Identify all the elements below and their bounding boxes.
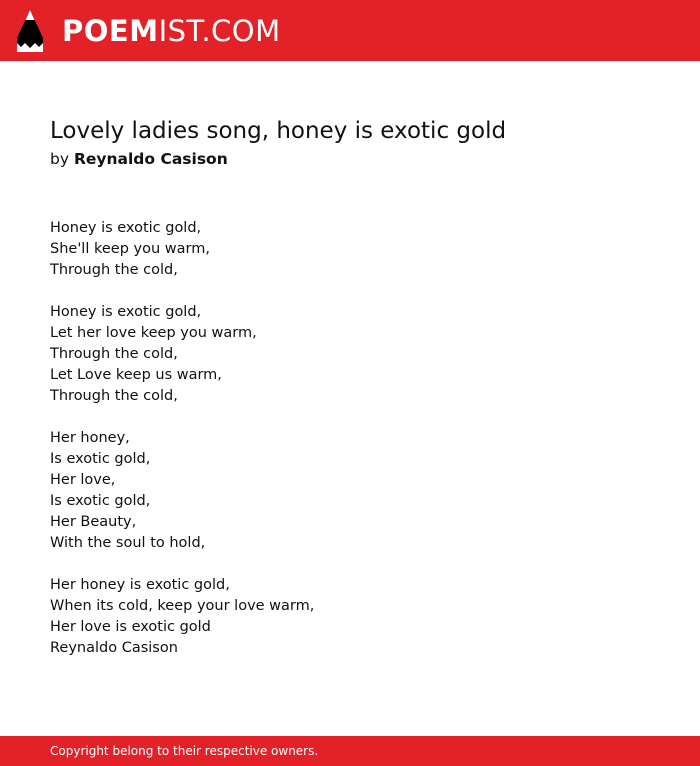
poem-line: Through the cold, (50, 388, 178, 404)
poem-line: Reynaldo Casison (50, 640, 178, 656)
poem-line: Let her love keep you warm, (50, 325, 257, 341)
poem-line: Her honey is exotic gold, (50, 577, 230, 593)
poem-line: Her love, (50, 472, 116, 488)
site-logo[interactable] (17, 10, 281, 52)
site-name: POEMIST.COM (62, 14, 281, 48)
poem-line: Her love is exotic gold (50, 619, 211, 635)
poem-body (50, 218, 314, 680)
byline (50, 148, 228, 170)
pencil-tip-icon (17, 10, 43, 52)
poem-title: Lovely ladies song, honey is exotic gold (50, 118, 507, 144)
poem-line: Through the cold, (50, 262, 178, 278)
poem-line: She'll keep you warm, (50, 241, 210, 257)
poem-stanza (50, 575, 314, 659)
poem-line: Is exotic gold, (50, 493, 151, 509)
author-name: Reynaldo Casison (73, 150, 228, 168)
poem-line: Honey is exotic gold, (50, 220, 202, 236)
poem-line: Her honey, (50, 430, 130, 446)
site-header (0, 0, 700, 61)
by-label: by (50, 150, 70, 168)
poem-line: Through the cold, (50, 346, 178, 362)
poem-line: Let Love keep us warm, (50, 367, 222, 383)
copyright-text: Copyright belong to their respective owners. (50, 744, 319, 758)
poem-stanza (50, 302, 314, 407)
poem-line: Is exotic gold, (50, 451, 151, 467)
poem-line: With the soul to hold, (50, 535, 206, 551)
poem-line: When its cold, keep your love warm, (50, 598, 315, 614)
site-footer (0, 736, 700, 766)
poem-stanza (50, 428, 314, 554)
poem-stanza (50, 218, 314, 281)
poem-line: Honey is exotic gold, (50, 304, 202, 320)
poem-line: Her Beauty, (50, 514, 137, 530)
